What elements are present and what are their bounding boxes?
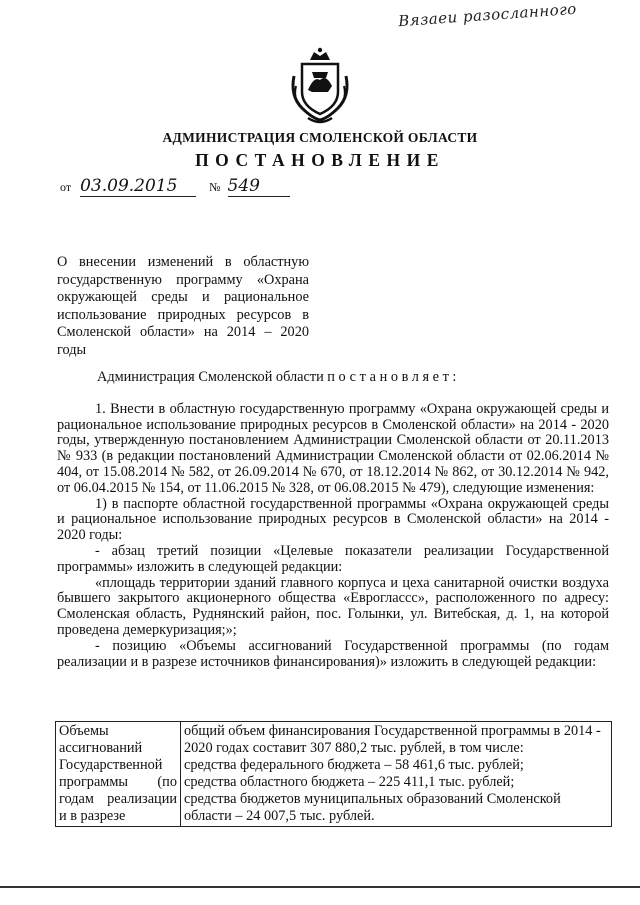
coat-of-arms-emblem	[288, 46, 352, 126]
preamble-resolves: постановляет:	[327, 369, 461, 385]
financing-total: общий объем финансирования Государственной программы в 2014 - 2020 годах составит 307 880,2 тыс. рублей, в том числе:	[184, 723, 601, 756]
paragraph-5: - позицию «Объемы ассигнований Государственной программы (по годам реализации и в разрезе источников финансирования)» изложить в следующей редакции:	[57, 637, 609, 670]
page-bottom-edge	[0, 886, 640, 888]
date-number-line	[60, 176, 290, 197]
preamble-text: Администрация Смоленской области	[97, 369, 328, 385]
date-prefix: от	[60, 180, 72, 194]
financing-table	[55, 721, 612, 827]
paragraph-1: 1. Внести в областную государственную программу «Охрана окружающей среды и рациональное использование природных ресурсов в Смоленской области» на 2014 - 2020 годы, утвержденную постановлением Администрации Смоленской области от 20.11.2013 № 933 (в редакции постановлений Администрации Смоленской области от 02.06.2014 № 404, от 15.08.2014 № 582, от 26.09.2014 № 670, от 18.12.2014 № 862, от 30.12.2014 № 942, от 06.04.2015 № 154, от 11.06.2015 № 328, от 06.08.2015 № 479), следующие изменения:	[57, 400, 609, 496]
paragraph-4: «площадь территории зданий главного корпуса и цеха санитарной очистки воздуха бывшего закрытого акционерного общества «Евроглассс», расположенного по адресу: Смоленская область, Руднянский район, пос. Голынки, ул. Витебская, д. 1, на которой проведена демеркуризация;»;	[57, 574, 609, 638]
document-number: 549	[228, 176, 290, 197]
document-body	[57, 370, 609, 670]
financing-municipal: средства бюджетов муниципальных образований Смоленской области – 24 007,5 тыс. рублей.	[184, 791, 561, 824]
table-cell-label: Объемы ассигнований Государственной программы (по годам реализации и в разрезе	[56, 722, 181, 827]
document-subject: О внесении изменений в областную государственную программу «Охрана окружающей среды и рациональное использование природных ресурсов в Смоленской области» на 2014 – 2020 годы	[57, 254, 309, 358]
financing-regional: средства областного бюджета – 225 411,1 тыс. рублей;	[184, 774, 515, 790]
number-prefix: №	[209, 180, 221, 194]
spacer	[57, 386, 609, 402]
preamble	[57, 370, 609, 386]
document-date: 03.09.2015	[80, 176, 196, 197]
table-cell-content	[181, 722, 612, 827]
paragraph-3: - абзац третий позиции «Целевые показатели реализации Государственной программы» изложить в следующей редакции:	[57, 542, 609, 575]
financing-federal: средства федерального бюджета – 58 461,6 тыс. рублей;	[184, 757, 524, 773]
handwritten-note: Вязаеи разосланного	[397, 0, 578, 31]
document-type-title: ПОСТАНОВЛЕНИЕ	[195, 150, 445, 170]
table-row	[56, 722, 612, 827]
paragraph-2: 1) в паспорте областной государственной программы «Охрана окружающей среды и рациональное использование природных ресурсов в Смоленской области» на 2014 - 2020 годы:	[57, 495, 609, 544]
organization-title: АДМИНИСТРАЦИЯ СМОЛЕНСКОЙ ОБЛАСТИ	[162, 130, 478, 145]
